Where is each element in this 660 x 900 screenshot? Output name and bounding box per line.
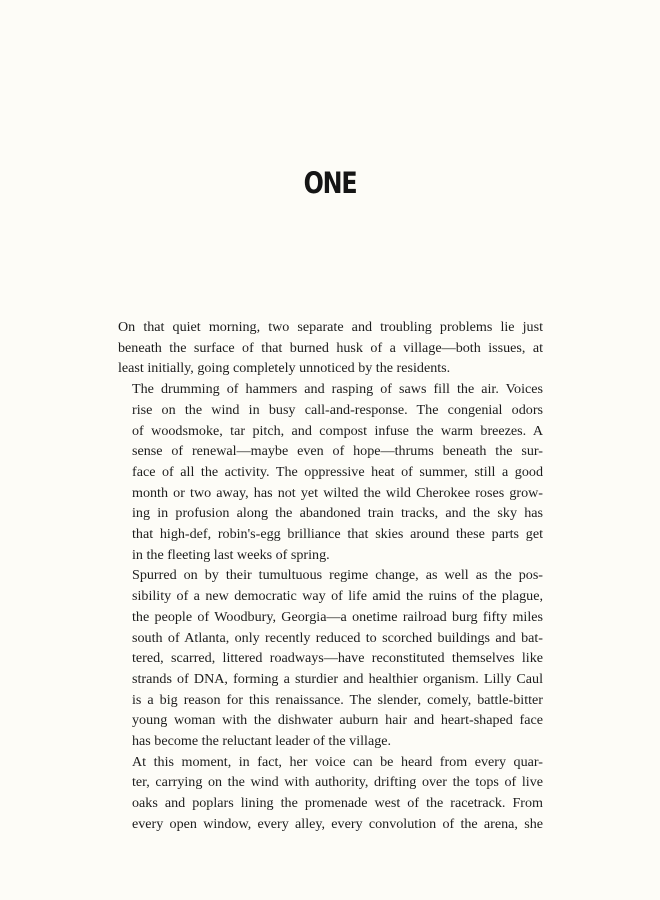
text-line: rise on the wind in busy call-and-response. The congenial odors [132, 401, 543, 418]
text-line: sense of renewal—maybe even of hope—thrums beneath the sur- [132, 443, 543, 460]
text-line: every open window, every alley, every convolution of the arena, she [132, 815, 543, 832]
paragraph-1 [118, 317, 543, 379]
text-line: of woodsmoke, tar pitch, and compost infuse the warm breezes. A [132, 422, 543, 439]
text-line: face of all the activity. The oppressive heat of summer, still a good [132, 463, 543, 480]
text-line: tered, scarred, littered roadways—have reconstituted themselves like [132, 650, 543, 667]
text-line: is a big reason for this renaissance. The slender, comely, battle-bitter [132, 691, 543, 708]
text-line: has become the reluctant leader of the village. [132, 733, 392, 750]
text-line: Spurred on by their tumultuous regime change, as well as the pos- [132, 567, 543, 584]
text-line: in the fleeting last weeks of spring. [132, 546, 330, 563]
paragraph-3 [118, 565, 543, 751]
text-line: ter, carrying on the wind with authority, drifting over the tops of live [132, 774, 543, 791]
text-line: strands of DNA, forming a sturdier and healthier organism. Lilly Caul [132, 670, 543, 687]
text-line: south of Atlanta, only recently reduced to scorched buildings and bat- [132, 629, 543, 646]
text-line: ing in profusion along the abandoned train tracks, and the sky has [132, 505, 543, 522]
text-line: least initially, going completely unnoticed by the residents. [118, 360, 451, 377]
text-line: At this moment, in fact, her voice can be heard from every quar- [132, 753, 543, 770]
text-line: sibility of a new democratic way of life amid the ruins of the plague, [132, 588, 543, 605]
text-line: beneath the surface of that burned husk of a village—both issues, at [118, 339, 543, 356]
text-line: young woman with the dishwater auburn hair and heart-shaped face [132, 712, 543, 729]
text-line: the people of Woodbury, Georgia—a onetime railroad burg fifty miles [132, 608, 543, 625]
text-line: On that quiet morning, two separate and troubling problems lie just [118, 319, 543, 335]
text-line: The drumming of hammers and rasping of saws fill the air. Voices [132, 381, 543, 398]
text-line: that high-def, robin's-egg brilliance that skies around these parts get [132, 526, 543, 543]
text-line: month or two away, has not yet wilted the wild Cherokee roses grow- [132, 484, 543, 501]
text-line: oaks and poplars lining the promenade west of the racetrack. From [132, 795, 543, 812]
chapter-title: ONE [303, 166, 357, 200]
paragraph-2 [118, 379, 543, 565]
paragraph-4 [118, 752, 543, 835]
chapter-body [118, 317, 543, 835]
